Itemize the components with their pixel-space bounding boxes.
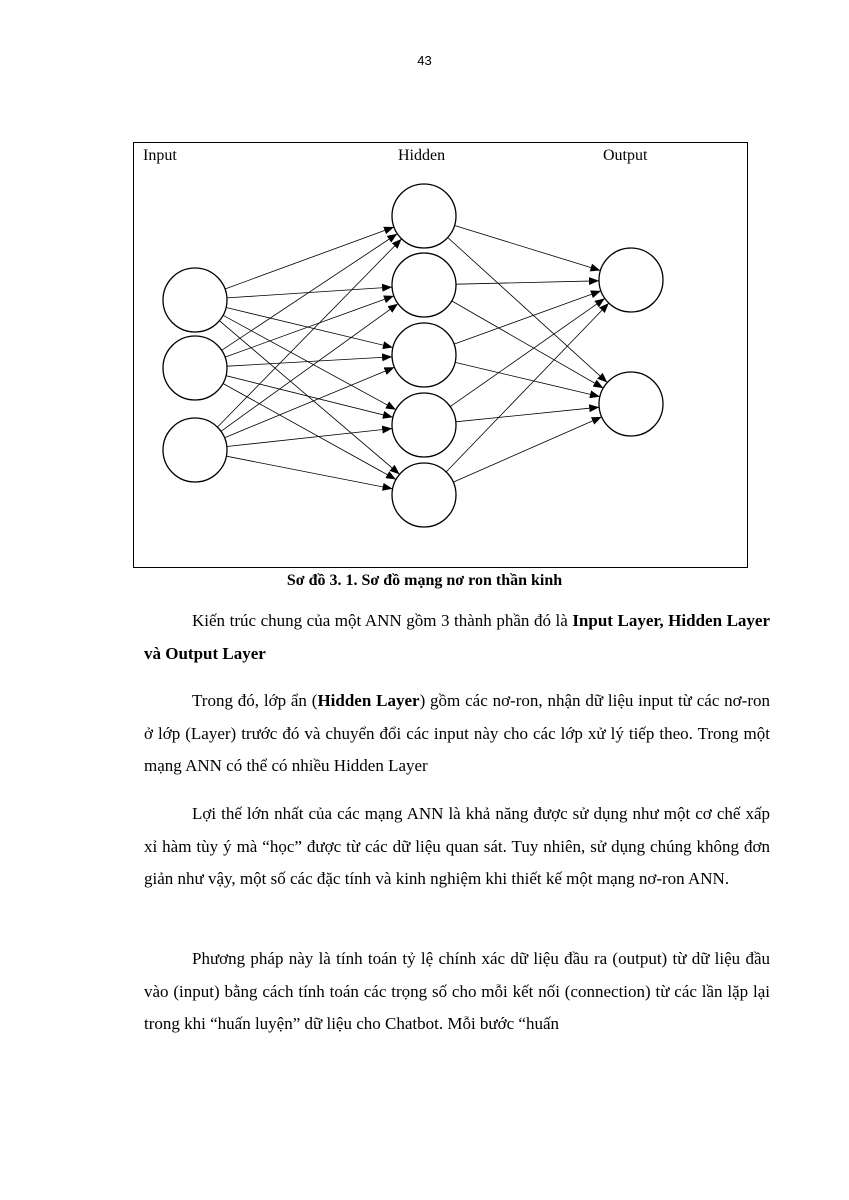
connection-arrow bbox=[227, 287, 392, 298]
connection-arrow bbox=[225, 367, 395, 437]
connection-arrow bbox=[450, 298, 605, 406]
paragraph-hidden-layer bbox=[144, 685, 770, 783]
connection-arrow bbox=[455, 362, 600, 396]
input-node bbox=[163, 268, 227, 332]
connection-arrow bbox=[226, 456, 392, 489]
hidden-layer-label: Hidden bbox=[398, 147, 446, 164]
connection-arrow bbox=[223, 315, 396, 409]
output-node bbox=[599, 372, 663, 436]
hidden-node bbox=[392, 184, 456, 248]
input-layer-label: Input bbox=[143, 147, 177, 164]
page-number: 43 bbox=[417, 53, 432, 68]
paragraph-advantages: Lợi thế lớn nhất của các mạng ANN là khả năng được sử dụng như một cơ chế xấp xỉ hàm tùy ý mà “học” được từ các dữ liệu quan sát. Tuy nhiên, sử dụng chúng không đơn giản như vậy, một số các đặc tính và kinh nghiệm khi thiết kế một mạng nơ-ron ANN. bbox=[144, 804, 770, 888]
paragraph-bold-text: Hidden Layer bbox=[317, 691, 420, 710]
output-node bbox=[599, 248, 663, 312]
hidden-node bbox=[392, 253, 456, 317]
paragraph-text: Trong đó, lớp ẩn ( bbox=[192, 691, 318, 710]
paragraph-bold-text: Input Layer, Hidden Layer và Output Layer bbox=[144, 611, 770, 663]
connection-arrow bbox=[226, 308, 393, 348]
input-node bbox=[163, 336, 227, 400]
hidden-node bbox=[392, 393, 456, 457]
connection-arrow bbox=[456, 281, 599, 284]
paragraph-architecture bbox=[144, 605, 770, 670]
connection-arrow bbox=[453, 417, 601, 482]
connection-arrow bbox=[454, 291, 601, 344]
paragraph-method: Phương pháp này là tính toán tỷ lệ chính xác dữ liệu đầu ra (output) từ dữ liệu đầu vào (input) bằng cách tính toán các trọng số cho mỗi kết nối (connection) từ các lần lặp lại trong khi “huấn luyện” dữ liệu cho Chatbot. Mỗi bước “huấn bbox=[144, 949, 770, 1033]
hidden-node bbox=[392, 463, 456, 527]
input-node bbox=[163, 418, 227, 482]
output-layer-label: Output bbox=[603, 147, 648, 164]
neural-network-diagram bbox=[133, 142, 748, 568]
connection-arrow bbox=[446, 303, 609, 472]
connection-arrow bbox=[217, 239, 401, 427]
connection-arrow bbox=[227, 357, 392, 366]
connection-arrow bbox=[456, 407, 599, 422]
connection-arrow bbox=[452, 301, 604, 388]
paragraph-text: Kiến trúc chung của một ANN gồm 3 thành phần đó là bbox=[192, 611, 573, 630]
paragraph-text: ) gồm các nơ-ron, nhận dữ liệu input từ các nơ-ron ở lớp (Layer) trước đó và chuyển đổi các input này cho các lớp xử lý tiếp theo. Trong một mạng ANN có thể có nhiều Hidden Layer bbox=[144, 691, 770, 775]
network-graph bbox=[134, 143, 749, 569]
neuron-nodes bbox=[163, 184, 663, 527]
figure-caption: Sơ đồ 3. 1. Sơ đồ mạng nơ ron thần kinh bbox=[286, 572, 563, 589]
connection-arrow bbox=[226, 376, 393, 418]
connection-arrow bbox=[225, 227, 394, 289]
connection-arrow bbox=[448, 238, 608, 383]
hidden-node bbox=[392, 323, 456, 387]
connection-arrow bbox=[225, 296, 394, 357]
